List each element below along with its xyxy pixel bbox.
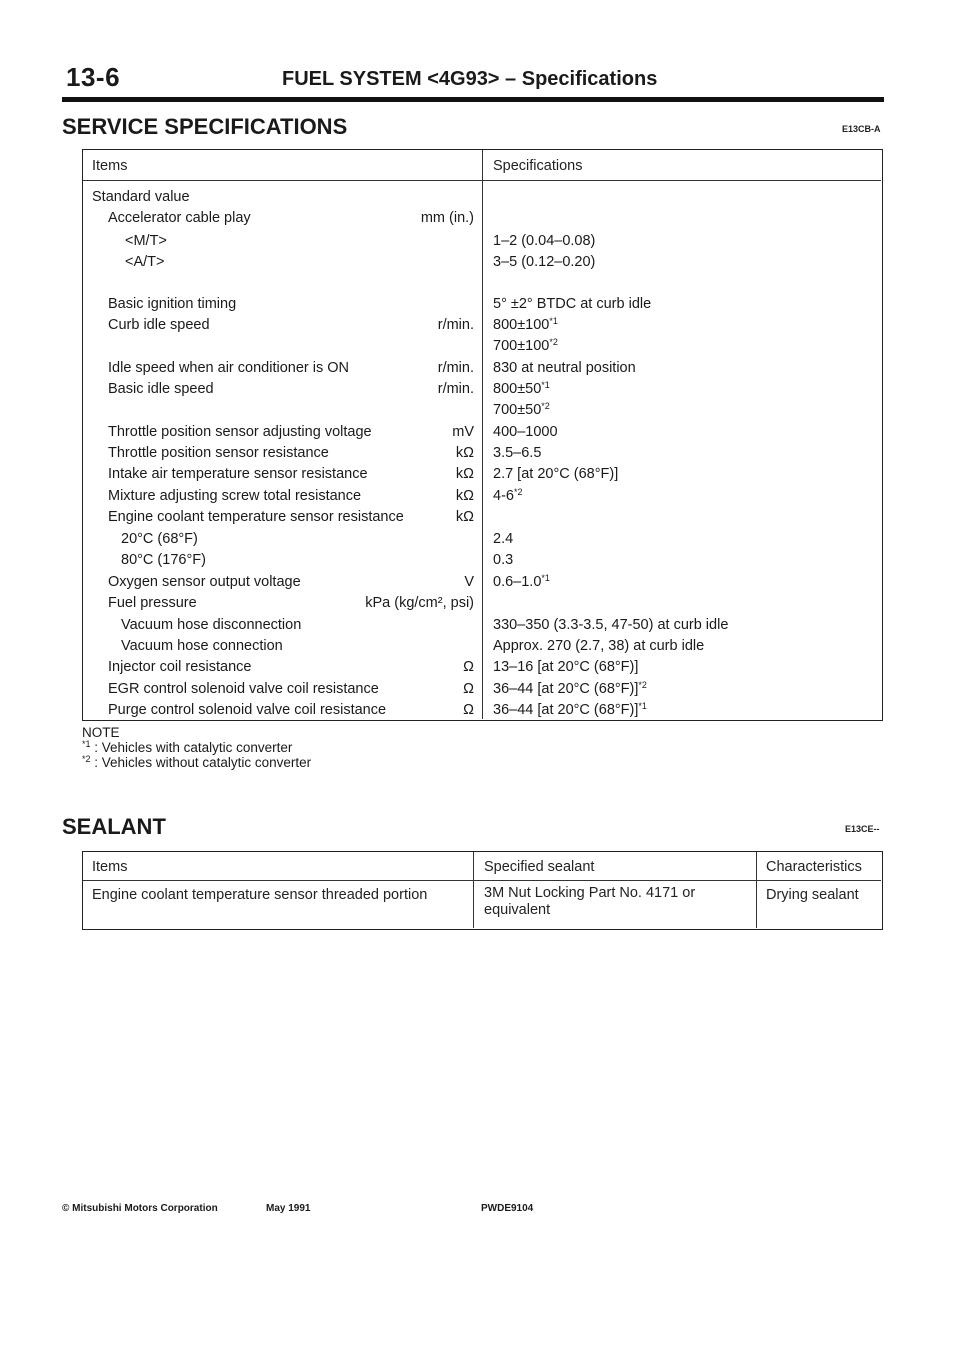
sealant-table [82,851,883,930]
spec-value-text: 0.3 [493,552,514,568]
spec-row [83,657,883,678]
spec-value-text: 800±100 [493,317,550,333]
spec-value [493,336,558,357]
spec-item-cell [108,657,474,678]
spec-item-cell [125,252,474,273]
spec-value [493,700,647,721]
spec-unit: r/min. [437,360,474,376]
sealant-code: E13CE-- [845,824,880,834]
spec-unit: mm (in.) [420,210,474,226]
spec-item: 20°C (68°F) [121,531,198,547]
spec-unit: mV [452,424,474,440]
spec-unit: r/min. [437,317,474,333]
header-divider [83,880,881,881]
footer-date: May 1991 [266,1203,311,1214]
spec-row [83,593,883,614]
note-line [82,755,311,770]
spec-item-cell [108,700,474,721]
spec-value-text: 3.5–6.5 [493,445,542,461]
spec-item-cell [92,187,474,208]
service-specs-table [82,149,883,721]
spec-unit: Ω [463,659,474,675]
spec-footnote-mark: *1 [541,573,550,583]
spec-item-cell [108,379,474,400]
spec-footnote-mark: *2 [549,337,558,347]
spec-item: Curb idle speed [108,317,210,333]
spec-unit: kPa (kg/cm², psi) [365,595,474,611]
spec-value-text: 830 at neutral position [493,360,636,376]
spec-row [83,315,883,336]
spec-row [83,358,883,379]
spec-value-text: 2.7 [at 20°C (68°F)] [493,466,619,482]
spec-value-text: 4-6 [493,488,514,504]
spec-item: Standard value [92,189,190,205]
spec-value [493,422,558,443]
footer-code: PWDE9104 [481,1203,534,1214]
spec-footnote-mark: *1 [541,380,550,390]
spec-item: EGR control solenoid valve coil resistance [108,681,379,697]
spec-row [83,636,883,657]
column-divider [756,852,757,928]
header-divider [83,180,881,181]
spec-item: Mixture adjusting screw total resistance [108,488,362,504]
spec-value [493,315,558,336]
spec-item: Oxygen sensor output voltage [108,574,301,590]
column-divider [473,852,474,928]
col-header-items: Items [92,158,128,174]
spec-item: Vacuum hose connection [121,638,283,654]
spec-row [83,231,883,252]
spec-item: Intake air temperature sensor resistance [108,466,368,482]
spec-item-cell [108,336,474,357]
sealant-item: Engine coolant temperature sensor threaded portion [92,887,428,903]
spec-item-cell [108,507,474,528]
spec-row [83,443,883,464]
col-header-characteristics: Characteristics [766,859,862,875]
spec-value-text: 5° ±2° BTDC at curb idle [493,296,652,312]
spec-item-cell [108,486,474,507]
spec-item: <A/T> [125,254,165,270]
spec-item-cell [108,294,474,315]
spec-value [493,294,651,315]
spec-value [493,252,595,273]
spec-value [493,572,550,593]
col-header-items: Items [92,859,128,875]
spec-value-text: 2.4 [493,531,514,547]
spec-item-cell [121,529,474,550]
col-header-specifications: Specifications [493,158,583,174]
spec-unit: kΩ [455,466,474,482]
spec-value [493,529,513,550]
spec-row [83,550,883,571]
spec-row [83,700,883,721]
sealant-title: SEALANT [62,814,166,839]
spec-item-cell [108,593,474,614]
spec-row [83,486,883,507]
spec-row [83,464,883,485]
spec-unit: kΩ [455,488,474,504]
spec-item-cell [125,231,474,252]
spec-unit: r/min. [437,381,474,397]
spec-row [83,507,883,528]
note-mark: *1 [82,739,91,749]
note-text: : Vehicles without catalytic converter [94,755,312,770]
spec-value-text: 700±50 [493,402,542,418]
spec-value-text: 800±50 [493,381,542,397]
spec-value [493,486,522,507]
spec-item-cell [108,679,474,700]
spec-item: Basic idle speed [108,381,214,397]
note-mark: *2 [82,754,91,764]
spec-value [493,400,550,421]
spec-value-text: 36–44 [at 20°C (68°F)] [493,702,639,718]
spec-row [83,379,883,400]
spec-row [83,187,883,208]
col-header-specified-sealant: Specified sealant [484,859,595,875]
spec-item: Purge control solenoid valve coil resistance [108,702,387,718]
spec-row [83,615,883,636]
spec-value-text: 1–2 (0.04–0.08) [493,233,596,249]
note-line [82,740,292,755]
spec-value-text: 0.6–1.0 [493,574,542,590]
spec-value [493,615,728,636]
spec-value-text: 400–1000 [493,424,558,440]
spec-unit: Ω [463,681,474,697]
note-text: : Vehicles with catalytic converter [94,740,293,755]
spec-item: Injector coil resistance [108,659,252,675]
spec-value [493,358,636,379]
spec-item-cell [108,464,474,485]
spec-item-cell [108,208,474,229]
spec-row [83,422,883,443]
spec-unit: kΩ [455,509,474,525]
spec-item: Throttle position sensor adjusting voltage [108,424,372,440]
spec-unit: V [464,574,474,590]
spec-value-text: 3–5 (0.12–0.20) [493,254,596,270]
spec-row [83,572,883,593]
spec-item-cell [108,315,474,336]
spec-value [493,231,595,252]
footer-copyright: © Mitsubishi Motors Corporation [62,1203,218,1214]
spec-value [493,379,550,400]
sealant-spec-line: equivalent [484,902,551,918]
spec-row [83,679,883,700]
spec-item-cell [108,400,474,421]
spec-item: Accelerator cable play [108,210,251,226]
spec-unit: Ω [463,702,474,718]
spec-item-cell [108,422,474,443]
spec-footnote-mark: *2 [638,680,647,690]
note-label: NOTE [82,725,120,740]
spec-item: Basic ignition timing [108,296,237,312]
spec-footnote-mark: *1 [549,316,558,326]
spec-row [83,400,883,421]
spec-value [493,636,704,657]
spec-item: Idle speed when air conditioner is ON [108,360,349,376]
sealant-spec-line: 3M Nut Locking Part No. 4171 or [484,885,696,901]
header-rule [62,97,884,102]
spec-value-text: 36–44 [at 20°C (68°F)] [493,681,639,697]
spec-unit: kΩ [455,445,474,461]
spec-item-cell [121,550,474,571]
spec-value [493,657,638,678]
page-number: 13-6 [66,62,121,92]
spec-item: <M/T> [125,233,167,249]
spec-item: Engine coolant temperature sensor resistance [108,509,404,525]
spec-value-text: 330–350 (3.3-3.5, 47-50) at curb idle [493,617,729,633]
spec-item-cell [108,358,474,379]
spec-footnote-mark: *1 [638,701,647,711]
page-title: FUEL SYSTEM <4G93> – Specifications [282,68,658,90]
spec-item: Vacuum hose disconnection [121,617,302,633]
spec-item-cell [121,636,474,657]
spec-item: 80°C (176°F) [121,552,206,568]
spec-item-cell [108,572,474,593]
spec-item-cell [108,443,474,464]
spec-value [493,443,541,464]
service-specs-code: E13CB-A [842,124,881,134]
service-specs-title: SERVICE SPECIFICATIONS [62,114,348,139]
spec-row [83,336,883,357]
spec-value [493,679,647,700]
sealant-spec [484,885,695,919]
spec-footnote-mark: *2 [513,487,523,497]
spec-row [83,252,883,273]
spec-value-text: 700±100 [493,338,550,354]
spec-row [83,208,883,229]
spec-value-text: 13–16 [at 20°C (68°F)] [493,659,639,675]
spec-item-cell [121,615,474,636]
spec-item: Fuel pressure [108,595,197,611]
spec-value [493,550,513,571]
spec-value [493,464,618,485]
spec-row [83,529,883,550]
spec-row [83,294,883,315]
sealant-characteristics: Drying sealant [766,887,859,903]
spec-value-text: Approx. 270 (2.7, 38) at curb idle [493,638,705,654]
spec-footnote-mark: *2 [541,401,550,411]
spec-item: Throttle position sensor resistance [108,445,329,461]
